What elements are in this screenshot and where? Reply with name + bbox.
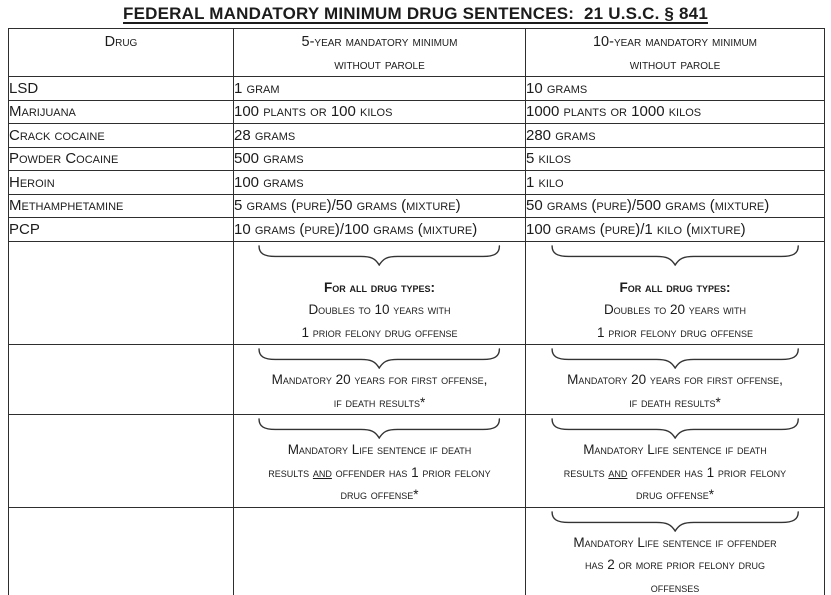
- cell-5year-amount: 1 gram: [234, 77, 526, 101]
- note-line-segment: results: [268, 464, 313, 480]
- cell-drug-name: Heroin: [9, 171, 234, 195]
- cell-10year-amount: 10 grams: [526, 77, 825, 101]
- brace-icon: [550, 418, 800, 439]
- brace-icon: [257, 348, 501, 369]
- brace-icon: [550, 511, 800, 532]
- note-line: offenses: [650, 579, 700, 595]
- note-line-segment: results: [563, 464, 609, 480]
- table-row-crack-cocaine: [9, 124, 825, 148]
- cell-drug-name: Marijuana: [9, 100, 234, 124]
- note-line: Doubles to 10 years with: [308, 302, 451, 317]
- table-row-methamphetamine: [9, 194, 825, 218]
- note-line: Doubles to 20 years with: [603, 302, 747, 317]
- col-header-5year-line2: without parole: [334, 57, 425, 73]
- cell-5year-amount: 100 grams: [234, 171, 526, 195]
- cell-drug-name: Crack cocaine: [9, 124, 234, 148]
- cell-10year-amount: 280 grams: [526, 124, 825, 148]
- note-cell-5year-death-first-offense: [234, 345, 526, 415]
- note-row-life-two-priors: [9, 507, 825, 595]
- cell-10year-amount: 5 kilos: [526, 147, 825, 171]
- note-cell-10year-death-first-offense: [526, 345, 825, 415]
- brace-icon: [257, 245, 501, 266]
- table-row-heroin: [9, 171, 825, 195]
- note-line: [236, 462, 523, 485]
- note-line: if death results*: [333, 394, 426, 410]
- cell-10year-amount: 50 grams (pure)/500 grams (mixture): [526, 194, 825, 218]
- cell-5year-amount: 28 grams: [234, 124, 526, 148]
- table-row-pcp: [9, 218, 825, 242]
- col-header-5year: [234, 29, 526, 77]
- note-row-all-drug-types: [9, 241, 825, 345]
- note-row-life-death-prior: [9, 415, 825, 508]
- col-header-10year-line1: 10-year mandatory minimum: [592, 34, 758, 50]
- brace-icon: [257, 418, 501, 439]
- note-cell-10year-all-drug-types: [526, 241, 825, 345]
- col-header-10year: [526, 29, 825, 77]
- note-row-death-first-offense: [9, 345, 825, 415]
- note-line: has 2 or more prior felony drug: [584, 557, 766, 572]
- note-line-segment-underlined: and: [608, 464, 628, 480]
- note-cell-5year-all-drug-types: [234, 241, 526, 345]
- col-header-5year-line1: 5-year mandatory minimum: [301, 34, 458, 50]
- col-header-10year-line2: without parole: [629, 57, 721, 73]
- cell-10year-amount: 100 grams (pure)/1 kilo (mixture): [526, 218, 825, 242]
- cell-drug-name: Powder Cocaine: [9, 147, 234, 171]
- empty-area: [9, 415, 234, 508]
- cell-drug-name: Methamphetamine: [9, 194, 234, 218]
- brace-icon: [550, 348, 800, 369]
- note-line: Mandatory 20 years for first offense,: [567, 372, 783, 387]
- table-row-powder-cocaine: [9, 147, 825, 171]
- note-heading: For all drug types:: [619, 279, 731, 295]
- cell-drug-name: LSD: [9, 77, 234, 101]
- cell-5year-amount: 500 grams: [234, 147, 526, 171]
- empty-area: [234, 507, 526, 595]
- col-header-drug-label: Drug: [104, 34, 138, 50]
- table-header-row: [9, 29, 825, 77]
- cell-10year-amount: 1000 plants or 1000 kilos: [526, 100, 825, 124]
- table-row-lsd: [9, 77, 825, 101]
- brace-icon: [550, 245, 800, 266]
- note-cell-10year-life-death-prior: [526, 415, 825, 508]
- empty-area: [9, 507, 234, 595]
- note-line-segment: offender has 1 prior felony: [627, 464, 787, 480]
- cell-5year-amount: 100 plants or 100 kilos: [234, 100, 526, 124]
- note-line-segment-underlined: and: [312, 464, 332, 480]
- col-header-drug: [9, 29, 234, 77]
- cell-10year-amount: 1 kilo: [526, 171, 825, 195]
- table-row-marijuana: [9, 100, 825, 124]
- note-line: [528, 462, 822, 485]
- note-cell-5year-life-death-prior: [234, 415, 526, 508]
- empty-area: [9, 345, 234, 415]
- note-cell-10year-life-two-priors: [526, 507, 825, 595]
- page-title: FEDERAL MANDATORY MINIMUM DRUG SENTENCES: 21 U.S.C. § 841: [123, 4, 708, 23]
- note-line: 1 prior felony drug offense: [301, 324, 458, 340]
- note-line: Mandatory Life sentence if death: [583, 442, 767, 457]
- note-line-segment: offender has 1 prior felony: [331, 464, 491, 480]
- note-line: if death results*: [629, 394, 721, 410]
- note-line: Mandatory 20 years for first offense,: [271, 372, 488, 387]
- cell-5year-amount: 10 grams (pure)/100 grams (mixture): [234, 218, 526, 242]
- note-line: Mandatory Life sentence if death: [287, 442, 472, 457]
- note-heading: For all drug types:: [324, 279, 435, 295]
- note-line: 1 prior felony drug offense: [596, 324, 754, 340]
- empty-area: [9, 241, 234, 345]
- note-line: Mandatory Life sentence if offender: [573, 534, 777, 550]
- note-line: drug offense*: [340, 487, 419, 502]
- cell-drug-name: PCP: [9, 218, 234, 242]
- note-line: drug offense*: [635, 487, 714, 502]
- mandatory-minimums-table: [8, 28, 825, 595]
- cell-5year-amount: 5 grams (pure)/50 grams (mixture): [234, 194, 526, 218]
